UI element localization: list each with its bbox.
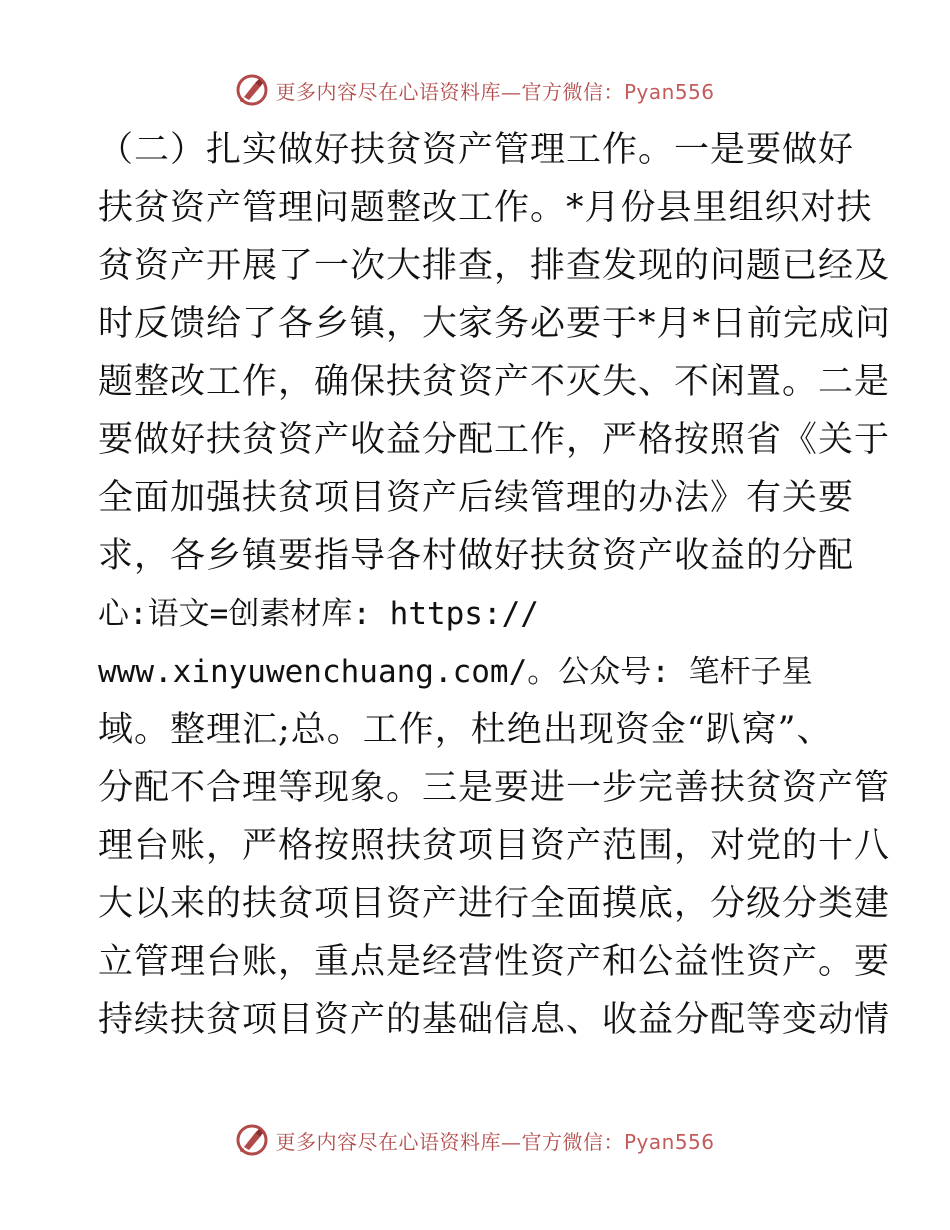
body-line: 大以来的扶贫项目资产进行全面摸底，分级分类建 [98,884,891,924]
banner-site: 更多内容尽在心语资料库 [275,1129,501,1154]
header-banner [0,70,950,110]
banner-wechat-id: Pyan556 [623,1129,715,1154]
footer-banner [0,1120,950,1160]
banner-site: 更多内容尽在心语资料库 [275,79,501,104]
body-line: 心:语文=创素材库: https:// [98,596,539,632]
body-line: www.xinyuwenchuang.com/。公众号: 笔杆子星 [98,654,813,690]
body-line: 求，各乡镇要指导各村做好扶贫资产收益的分配 [98,536,855,576]
banner-dash: — [500,1129,522,1154]
body-line: 题整改工作，确保扶贫资产不灭失、不闲置。二是 [98,362,891,402]
body-line: 理台账，严格按照扶贫项目资产范围，对党的十八 [98,826,891,866]
body-line: 全面加强扶贫项目资产后续管理的办法》有关要 [98,478,855,518]
banner-text [275,1126,714,1155]
body-line: 域。整理汇;总。工作，杜绝出现资金“趴窝”、 [98,710,833,750]
body-line: 要做好扶贫资产收益分配工作，严格按照省《关于 [98,420,891,460]
banner-text [275,76,714,105]
body-line: 扶贫资产管理问题整改工作。*月份县里组织对扶 [98,188,873,228]
document-body [98,121,892,1049]
body-line: 立管理台账，重点是经营性资产和公益性资产。要 [98,942,891,982]
banner-label: 官方微信： [521,1129,624,1154]
pen-nib-circle-icon [235,1123,269,1157]
pen-nib-circle-icon [235,73,269,107]
banner-dash: — [500,79,522,104]
banner-wechat-id: Pyan556 [623,79,715,104]
body-line: （二）扎实做好扶贫资产管理工作。一是要做好 [98,130,855,170]
banner-label: 官方微信： [521,79,624,104]
body-line: 分配不合理等现象。三是要进一步完善扶贫资产管 [98,768,891,808]
body-line: 贫资产开展了一次大排查，排查发现的问题已经及 [98,246,891,286]
body-line: 时反馈给了各乡镇，大家务必要于*月*日前完成问 [98,304,892,344]
body-line: 持续扶贫项目资产的基础信息、收益分配等变动情 [98,1000,891,1040]
